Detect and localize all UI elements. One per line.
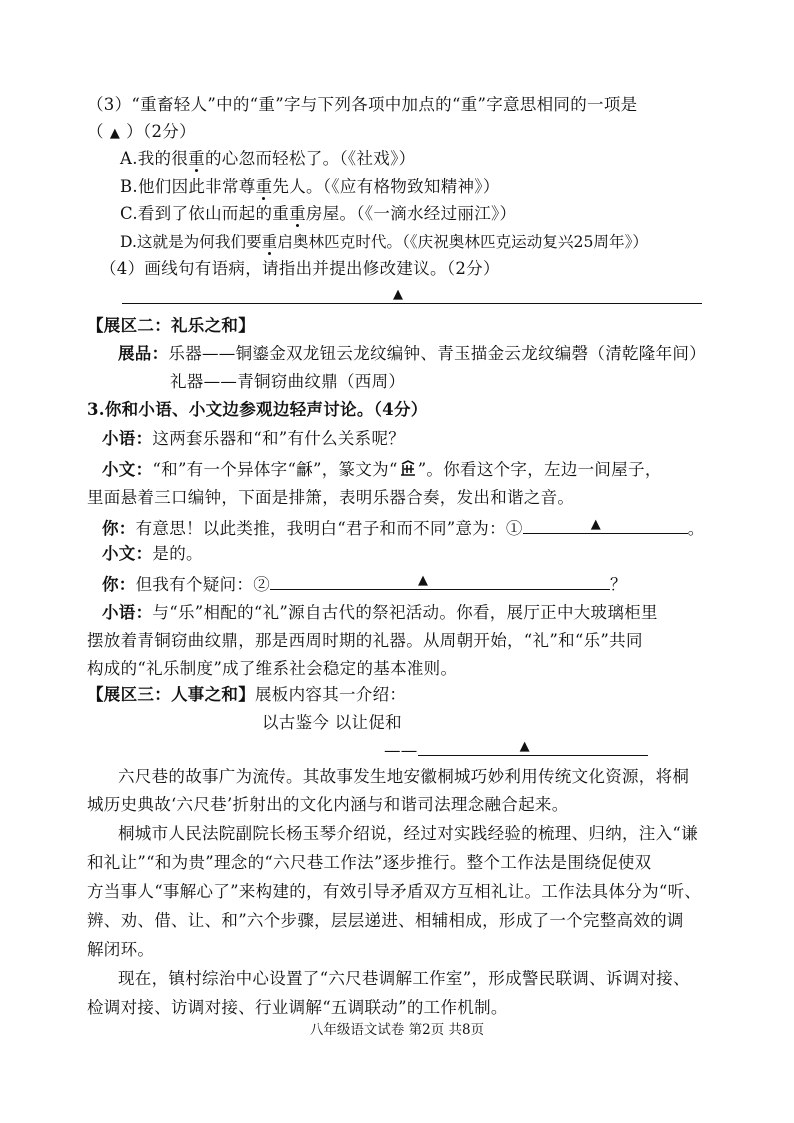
zone3-para1-l2: 城历史典故‘六尺巷’折射出的文化内涵与和谐司法理念融合起来。 [87,795,569,814]
q3-answer-slot: （ ▲ ）（2分） [87,122,196,141]
dotted-char: 重 [261,233,278,251]
dialogue-xiaowen-1: 小文：“和”有一个异体字“龢”，篆文为“ ”。你看这个字，左边一间屋子， [102,460,662,479]
zone3-para3-l1: 现在，镇村综治中心设置了“六尺巷调解工作室”，形成警民联调、诉调对接、 [118,969,690,988]
zone3-subtitle-slot: —— ▲ [384,737,648,762]
answer-triangle: ▲ [393,287,403,302]
dialogue-you-1: 你：有意思！以此类推，我明白“君子和而不同”意为：① ▲ 。 [102,517,705,538]
dotted-char: 重 [289,204,306,223]
dotted-char: 重 [255,177,273,196]
dialogue-xiaoyu-2: 小语：与“乐”相配的“礼”源自古代的祭祀活动。你看，展厅正中大玻璃柜里 [102,603,658,622]
zone3-title: 【展区三：人事之和】展板内容其一介绍： [87,685,407,704]
answer-triangle: ▲ [109,126,121,141]
dialogue-xiaoyu-1: 小语：这两套乐器和“和”有什么关系呢？ [102,429,406,448]
q3-stem: （3）“重畜轻人”中的“重”字与下列各项中加点的“重”字意思相同的一项是 [87,95,638,114]
seal-script-he-icon [399,460,417,478]
zone2-exhibit-2: 礼器——青铜窃曲纹鼎（西周） [170,372,406,391]
q3-option-b: B.他们因此非常尊重先人。（《应有格物致知精神》） [120,177,500,196]
zone3-para1-l1: 六尺巷的故事广为流传。其故事发生地安徽桐城巧妙利用传统文化资源，将桐 [118,767,690,786]
zone2-exhibit-1: 展品：乐器——铜鎏金双龙钮云龙纹编钟、青玉描金云龙纹编磬（清乾隆年间） [118,344,707,363]
q5-stem: 3.你和小语、小文边参观边轻声讨论。（4分） [87,400,428,419]
q3-option-d: D.这就是为何我们要重启奥林匹克时代。（《庆祝奥林匹克运动复兴25周年》） [120,233,648,251]
zone3-para3-l2: 检调对接、访调对接、行业调解“五调联动”的工作机制。 [87,998,508,1017]
dotted-char: 重 [188,149,205,168]
answer-blank-3[interactable]: ▲ [418,737,648,756]
zone2-title: 【展区二：礼乐之和】 [87,316,255,335]
answer-line[interactable] [122,303,702,304]
dialogue-xiaoyu-2-cont-2: 构成的“礼乐制度”成了维系社会稳定的基本准则。 [87,659,458,678]
dialogue-xiaowen-2: 小文：是的。 [102,544,203,563]
answer-blank-1[interactable]: ▲ [523,515,688,534]
zone3-para2-l2: 和礼让”“和为贵”理念的“六尺巷工作法”逐步推行。整个工作法是围绕促使双 [87,853,652,872]
q4-stem: （4）画线句有语病，请指出并提出修改建议。（2分） [100,259,500,278]
q3-option-c: C.看到了依山而起的重重房屋。（《一滴水经过丽江》） [120,204,517,223]
dialogue-xiaoyu-2-cont-1: 摆放着青铜窃曲纹鼎，那是西周时期的礼器。从周朝开始，“礼”和“乐”共同 [87,631,643,650]
page-footer: 八年级语文试卷 第2页 共8页 [309,1022,485,1038]
answer-blank-2[interactable]: ▲ [270,571,610,590]
dialogue-you-2: 你：但我有个疑问：② ▲ ？ [102,573,627,594]
q3-option-a: A.我的很重的心忽而轻松了。（《社戏》） [120,149,416,168]
zone3-para2-l4: 辨、劝、借、让、和”六个步骤，层层递进、相辅相成，形成了一个完整高效的调 [87,911,684,930]
zone3-headline: 以古鉴今 以让促和 [262,713,402,732]
dialogue-xiaowen-1-cont: 里面悬着三口编钟，下面是排箫，表明乐器合奏，发出和谐之音。 [87,488,575,507]
zone3-para2-l1: 桐城市人民法院副院长杨玉琴介绍说，经过对实践经验的梳理、归纳，注入“谦 [118,824,698,843]
zone3-para2-l3: 方当事人“事解心了”来构建的，有效引导矛盾双方互相礼让。工作法具体分为“听、 [87,882,702,901]
zone3-para2-l5: 解闭环。 [87,940,155,959]
